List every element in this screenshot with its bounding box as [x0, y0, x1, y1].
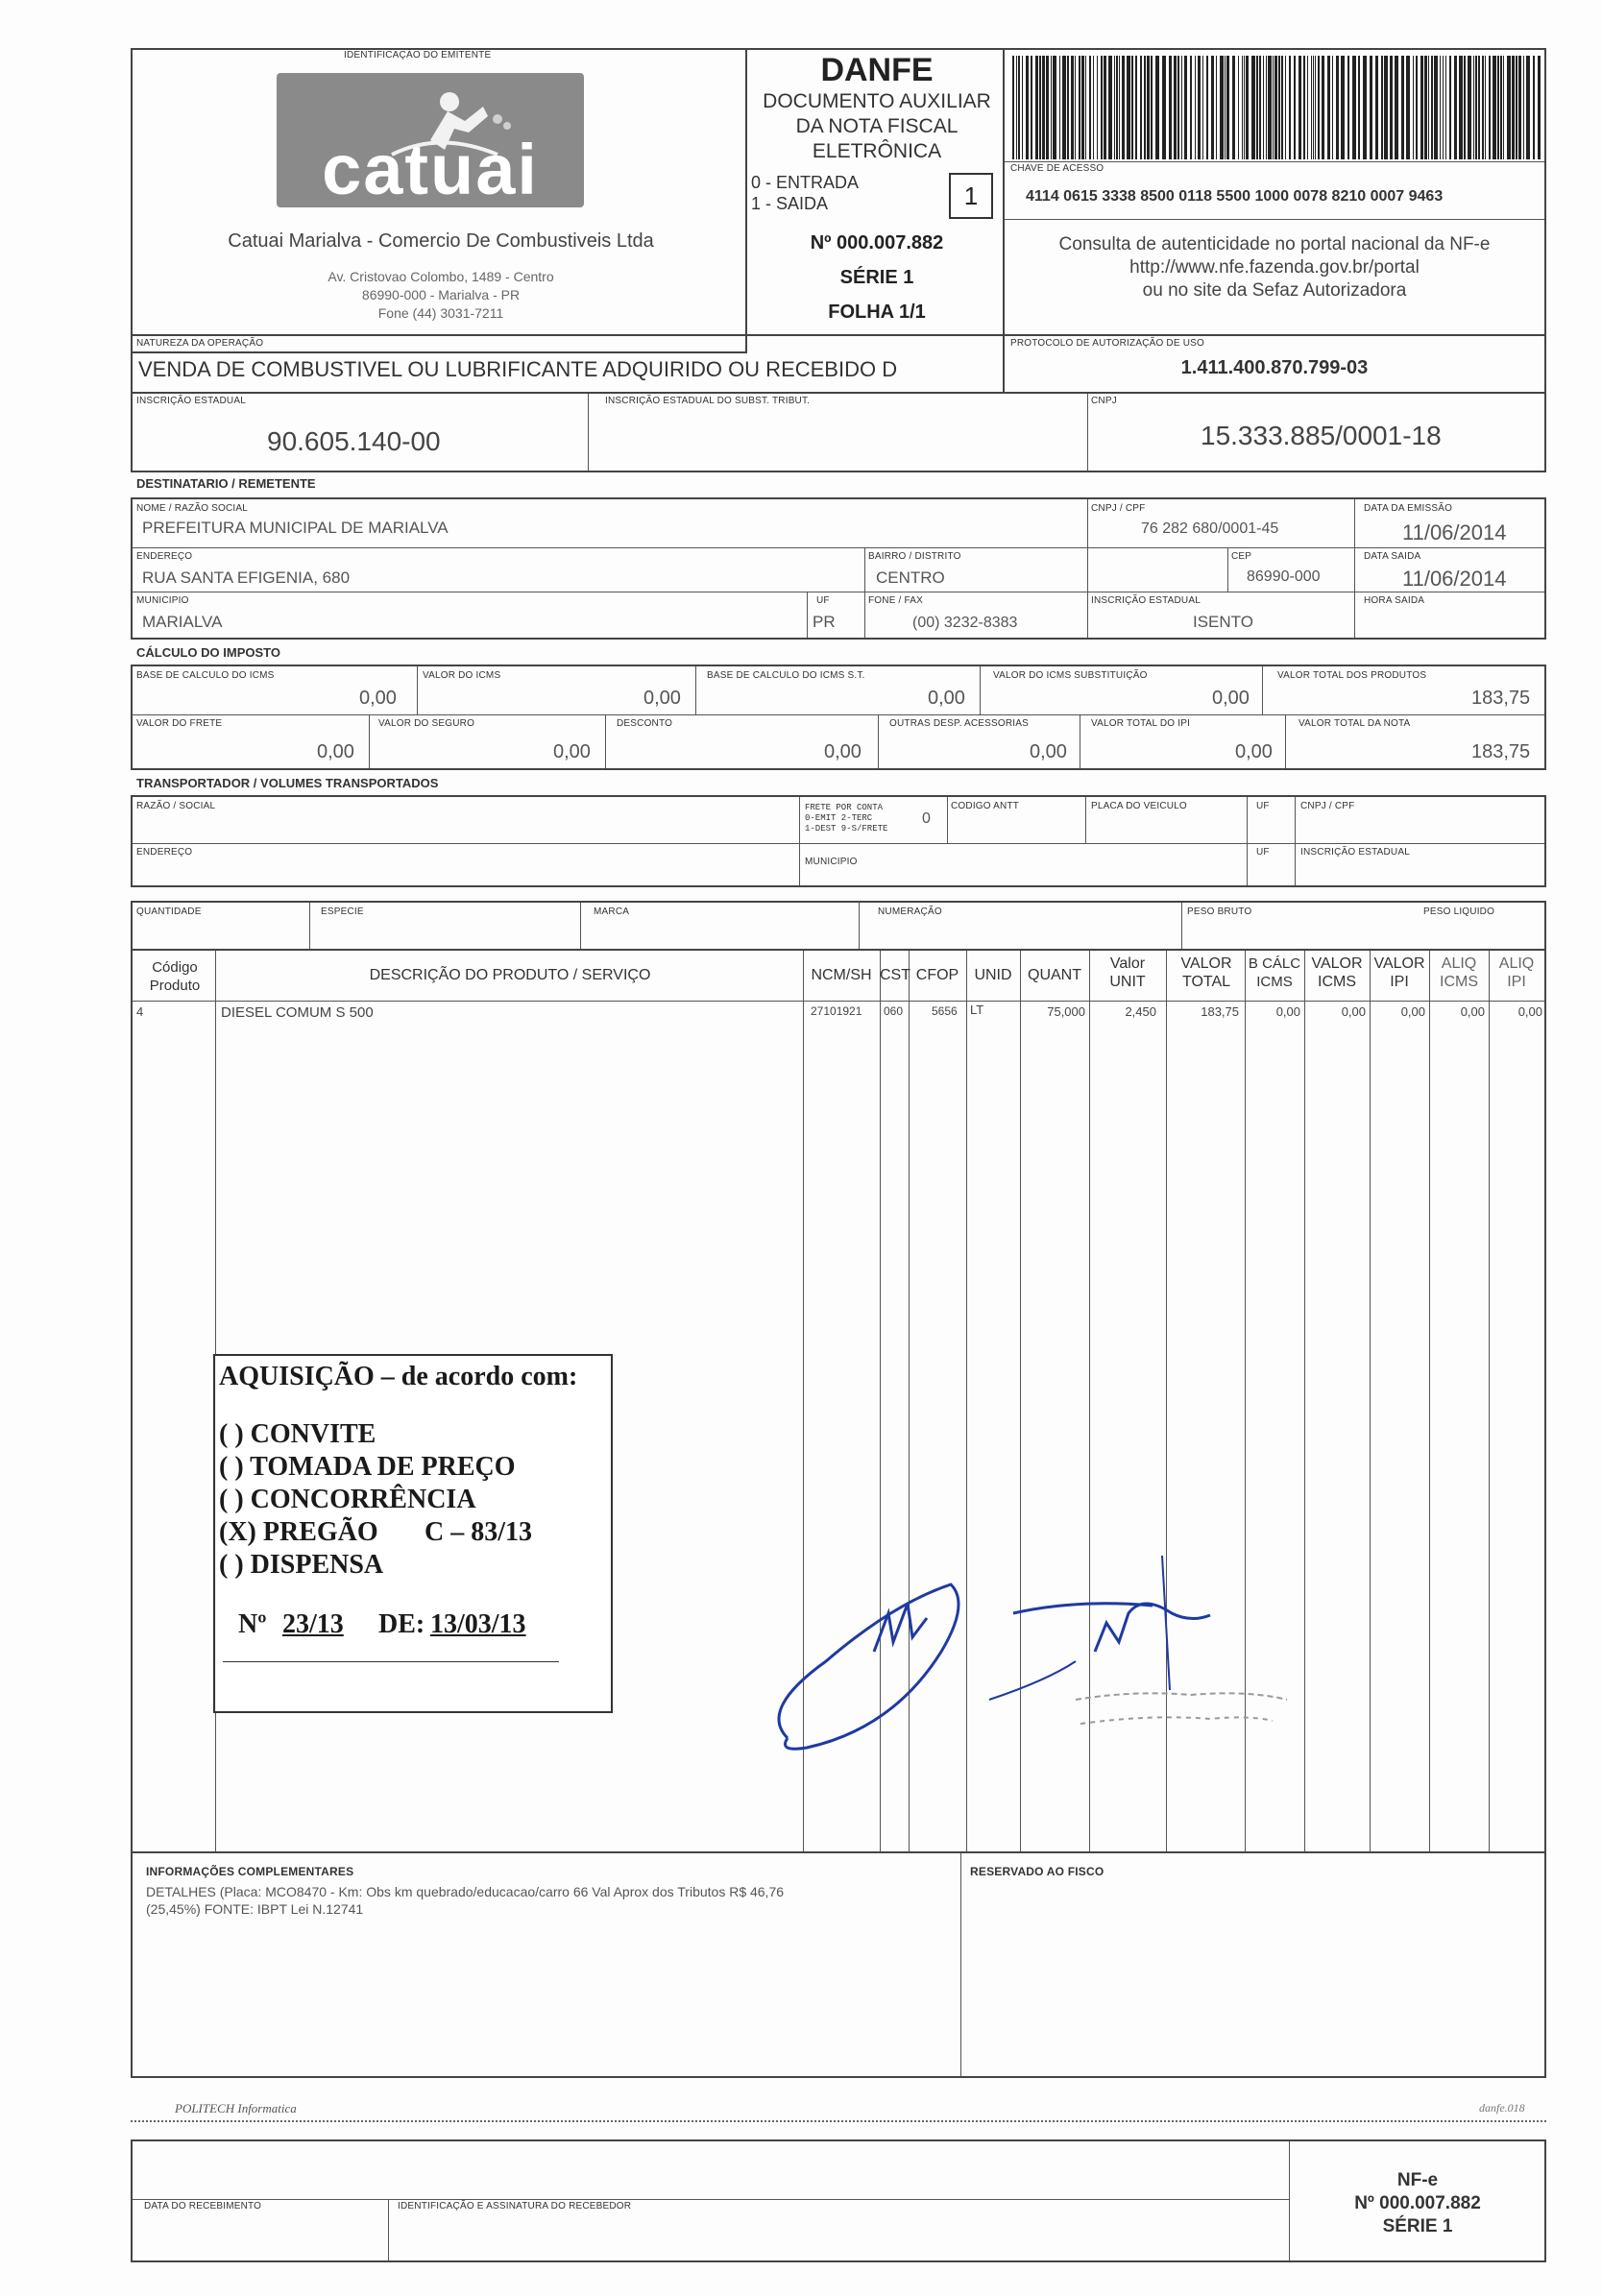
danfe-subtitle2: DA NOTA FISCAL — [795, 115, 959, 137]
col-vtotal: VALOR TOTAL — [1180, 955, 1232, 990]
imposto-box — [131, 665, 1546, 770]
row-vtotal: 183,75 — [1201, 1004, 1239, 1019]
seguro-label: VALOR DO SEGURO — [378, 718, 475, 729]
total-nota-label: VALOR TOTAL DA NOTA — [1299, 718, 1411, 729]
col-cfop: CFOP — [915, 967, 959, 983]
aquisicao-stamp — [213, 1354, 613, 1713]
total-nota: 183,75 — [1471, 741, 1531, 762]
dest-emissao: 11/06/2014 — [1402, 520, 1507, 544]
total-prod: 183,75 — [1471, 688, 1531, 709]
row-vunit: 2,450 — [1125, 1004, 1156, 1019]
protocolo-label: PROTOCOLO DE AUTORIZAÇÃO DE USO — [1010, 338, 1204, 349]
col-ncm: NCM/SH — [811, 967, 872, 983]
desconto: 0,00 — [824, 741, 862, 762]
complementares-text1: DETALHES (Placa: MCO8470 - Km: Obs km quebrado/educacao/carro 66 Val Aprox dos Tributos R$ 46,76 — [146, 1884, 785, 1899]
col-codigo: Código Produto — [149, 959, 201, 994]
danfe-version: danfe.018 — [1479, 2101, 1525, 2115]
frete-line3: 1-DEST 9-S/FRETE — [805, 824, 888, 834]
col-quant: QUANT — [1028, 967, 1081, 983]
consulta-line3: ou no site da Sefaz Autorizadora — [1142, 280, 1407, 301]
signatures — [749, 1546, 1602, 1796]
transp-endereco-label: ENDEREÇO — [136, 847, 193, 858]
volumes-box — [131, 901, 1546, 951]
row-cfop: 5656 — [932, 1004, 958, 1018]
dest-cnpj: 76 282 680/0001-45 — [1141, 520, 1279, 537]
ipi-label: VALOR TOTAL DO IPI — [1091, 718, 1191, 729]
peso-liq-label: PESO LIQUIDO — [1423, 906, 1495, 917]
valor-st: 0,00 — [1212, 688, 1250, 709]
transp-uf-label: UF — [1256, 801, 1270, 811]
col-unid: UNID — [974, 967, 1012, 983]
col-vipi: VALOR IPI — [1373, 955, 1425, 990]
destinatario-section: DESTINATARIO / REMETENTE — [136, 476, 316, 491]
col-aicms: ALIQ ICMS — [1440, 955, 1478, 990]
complementares-box — [131, 1851, 1546, 2078]
col-aipi: ALIQ IPI — [1498, 955, 1535, 990]
especie-label: ESPECIE — [321, 906, 364, 917]
frete-line2: 0-EMIT 2-TERC — [805, 813, 873, 823]
dest-hora-label: HORA SAIDA — [1364, 595, 1425, 606]
natureza-label: NATUREZA DA OPERAÇÃO — [136, 338, 264, 349]
col-vicms: VALOR ICMS — [1311, 955, 1363, 990]
stamp-num: 23/13 — [282, 1609, 344, 1639]
transp-razao-label: RAZÃO / SOCIAL — [136, 801, 216, 811]
marca-label: MARCA — [594, 906, 630, 917]
valor-icms-label: VALOR DO ICMS — [423, 670, 501, 681]
base-icms: 0,00 — [359, 688, 397, 709]
danfe-numero: Nº 000.007.882 — [810, 232, 944, 254]
chave-label: CHAVE DE ACESSO — [1010, 163, 1104, 174]
dest-cep: 86990-000 — [1247, 568, 1321, 585]
emitente-section-label: IDENTIFICAÇÃO DO EMITENTE — [344, 50, 492, 60]
natureza-box — [131, 334, 1005, 394]
row-ncm: 27101921 — [811, 1004, 862, 1018]
barcode-graphic — [1012, 56, 1541, 163]
transportador-box — [131, 795, 1546, 887]
base-st: 0,00 — [928, 688, 965, 709]
protocolo-box — [1003, 334, 1546, 394]
dest-fone: (00) 3232-8383 — [912, 615, 1018, 631]
destinatario-box — [131, 497, 1546, 640]
frete-por-conta — [805, 803, 887, 834]
stamp-tomada: ( ) TOMADA DE PREÇO — [219, 1452, 516, 1482]
row-aipi: 0,00 — [1517, 1004, 1542, 1019]
danfe-subtitle1: DOCUMENTO AUXILIAR — [763, 90, 991, 112]
row-descricao: DIESEL COMUM S 500 — [221, 1004, 374, 1021]
placa-label: PLACA DO VEICULO — [1091, 801, 1187, 811]
stamp-concorrencia: ( ) CONCORRÊNCIA — [219, 1485, 476, 1514]
consulta-line2: http://www.nfe.fazenda.gov.br/portal — [1129, 257, 1420, 278]
dest-ie: ISENTO — [1193, 613, 1253, 631]
danfe-tipo: 1 — [949, 173, 993, 219]
frete-line1: FRETE POR CONTA — [805, 803, 884, 812]
row-vipi: 0,00 — [1400, 1004, 1425, 1019]
row-unid: LT — [970, 1003, 984, 1017]
dest-cnpj-label: CNPJ / CPF — [1091, 503, 1146, 514]
ipi: 0,00 — [1235, 741, 1273, 762]
stamp-de-label: DE: — [378, 1609, 425, 1639]
dest-endereco: RUA SANTA EFIGENIA, 680 — [142, 568, 351, 587]
emitente-name: Catuai Marialva - Comercio De Combustiveis Ltda — [228, 230, 654, 252]
base-icms-label: BASE DE CALCULO DO ICMS — [136, 670, 275, 681]
logo-text: catuai — [322, 130, 539, 209]
stamp-pregao-num: C – 83/13 — [425, 1517, 532, 1547]
dest-fone-label: FONE / FAX — [868, 595, 924, 606]
transp-cnpj-label: CNPJ / CPF — [1300, 801, 1355, 811]
emitente-phone: Fone (44) 3031-7211 — [377, 305, 504, 321]
total-prod-label: VALOR TOTAL DOS PRODUTOS — [1277, 670, 1427, 681]
row-aicms: 0,00 — [1460, 1004, 1485, 1019]
consulta-line1: Consulta de autenticidade no portal nacional da NF-e — [1058, 234, 1491, 254]
outras: 0,00 — [1030, 741, 1067, 762]
peso-bruto-label: PESO BRUTO — [1187, 906, 1252, 917]
dest-emissao-label: DATA DA EMISSÃO — [1364, 503, 1453, 514]
numeracao-label: NUMERAÇÃO — [878, 906, 942, 917]
row-cst: 060 — [884, 1004, 904, 1018]
cut-line — [131, 2120, 1546, 2122]
qtd-label: QUANTIDADE — [136, 906, 202, 917]
frete-val: 0 — [922, 810, 931, 827]
chave-value: 4114 0615 3338 8500 0118 5500 1000 0078 8210 0007 9463 — [1026, 188, 1444, 205]
stamp-title: AQUISIÇÃO – de acordo com: — [219, 1362, 578, 1391]
dest-endereco-label: ENDEREÇO — [136, 551, 193, 562]
recibo-serie: SÉRIE 1 — [1382, 2216, 1453, 2236]
dest-uf: PR — [813, 613, 836, 631]
row-quant: 75,000 — [1047, 1004, 1085, 1019]
ie-value: 90.605.140-00 — [267, 426, 441, 456]
danfe-subtitle3: ELETRÔNICA — [812, 140, 942, 162]
emitente-box — [131, 48, 747, 353]
ident-receb-label: IDENTIFICAÇÃO E ASSINATURA DO RECEBEDOR — [398, 2201, 632, 2211]
complementares-label: INFORMAÇÕES COMPLEMENTARES — [146, 1865, 354, 1878]
valor-st-label: VALOR DO ICMS SUBSTITUIÇÃO — [993, 670, 1148, 681]
danfe-serie: SÉRIE 1 — [839, 267, 914, 288]
danfe-saida: 1 - SAIDA — [751, 194, 829, 213]
row-bcalc: 0,00 — [1275, 1004, 1300, 1019]
dest-municipio: MARIALVA — [142, 613, 223, 631]
stamp-date: 13/03/13 — [430, 1609, 526, 1639]
inscricao-box — [131, 392, 1546, 472]
ie-label: INSCRIÇÃO ESTADUAL — [136, 396, 246, 406]
danfe-box — [745, 48, 1005, 336]
transp-municipio-label: MUNICIPIO — [805, 857, 858, 867]
recibo-numero: Nº 000.007.882 — [1354, 2193, 1481, 2213]
recibo-nfe: NF-e — [1396, 2170, 1439, 2190]
natureza-value: VENDA DE COMBUSTIVEL OU LUBRIFICANTE ADQUIRIDO OU RECEBIDO D — [138, 357, 898, 381]
emitente-address1: Av. Cristovao Colombo, 1489 - Centro — [328, 269, 554, 284]
dest-nome-label: NOME / RAZÃO SOCIAL — [136, 503, 249, 514]
dest-uf-label: UF — [816, 595, 830, 606]
recibo-box — [131, 2139, 1546, 2262]
antt-label: CODIGO ANTT — [951, 801, 1020, 811]
base-st-label: BASE DE CALCULO DO ICMS S.T. — [707, 670, 865, 681]
dest-municipio-label: MUNICIPIO — [136, 595, 189, 606]
danfe-entrada: 0 - ENTRADA — [751, 173, 860, 192]
chave-box — [1003, 48, 1546, 336]
danfe-title: DANFE — [820, 52, 934, 88]
stamp-convite: ( ) CONVITE — [219, 1419, 376, 1449]
emitente-address2: 86990-000 - Marialva - PR — [361, 287, 521, 302]
stamp-pregao: (X) PREGÃO — [219, 1517, 378, 1547]
dest-bairro-label: BAIRRO / DISTRITO — [868, 551, 961, 562]
stamp-dispensa: ( ) DISPENSA — [219, 1550, 384, 1580]
data-receb-label: DATA DO RECEBIMENTO — [144, 2201, 262, 2211]
imposto-section: CÁLCULO DO IMPOSTO — [136, 645, 280, 660]
dest-cep-label: CEP — [1231, 551, 1252, 562]
col-descricao: DESCRIÇÃO DO PRODUTO / SERVIÇO — [369, 967, 651, 983]
dest-nome: PREFEITURA MUNICIPAL DE MARIALVA — [142, 519, 449, 537]
row-vicms: 0,00 — [1341, 1004, 1366, 1019]
iest-label: INSCRIÇÃO ESTADUAL DO SUBST. TRIBUT. — [605, 396, 811, 406]
row-codigo: 4 — [136, 1004, 144, 1019]
company-logo — [277, 73, 584, 207]
frete-label: VALOR DO FRETE — [136, 718, 223, 729]
seguro: 0,00 — [553, 741, 591, 762]
col-cst: CST — [880, 967, 910, 983]
transp-ie-label: INSCRIÇÃO ESTADUAL — [1300, 847, 1410, 858]
complementares-text2: (25,45%) FONTE: IBPT Lei N.12741 — [146, 1901, 364, 1917]
desconto-label: DESCONTO — [617, 718, 673, 729]
col-vunit: Valor UNIT — [1109, 955, 1146, 990]
cnpj-value: 15.333.885/0001-18 — [1201, 421, 1442, 450]
dest-ie-label: INSCRIÇÃO ESTADUAL — [1091, 595, 1201, 606]
danfe-folha: FOLHA 1/1 — [828, 302, 926, 323]
cnpj-label: CNPJ — [1091, 396, 1117, 406]
protocolo-value: 1.411.400.870.799-03 — [1180, 357, 1369, 378]
dest-saida-label: DATA SAIDA — [1364, 551, 1421, 562]
valor-icms: 0,00 — [643, 688, 681, 709]
dest-saida: 11/06/2014 — [1402, 567, 1507, 591]
col-bcalc: B CÁLC ICMS — [1248, 955, 1301, 990]
software-credit: POLITECH Informatica — [175, 2101, 297, 2115]
fisco-label: RESERVADO AO FISCO — [970, 1865, 1104, 1878]
frete: 0,00 — [317, 741, 354, 762]
stamp-num-label: Nº — [238, 1609, 267, 1639]
dest-bairro: CENTRO — [876, 568, 945, 587]
transportador-section: TRANSPORTADOR / VOLUMES TRANSPORTADOS — [136, 776, 439, 790]
outras-label: OUTRAS DESP. ACESSORIAS — [889, 718, 1030, 729]
transp-uf2-label: UF — [1256, 847, 1270, 858]
